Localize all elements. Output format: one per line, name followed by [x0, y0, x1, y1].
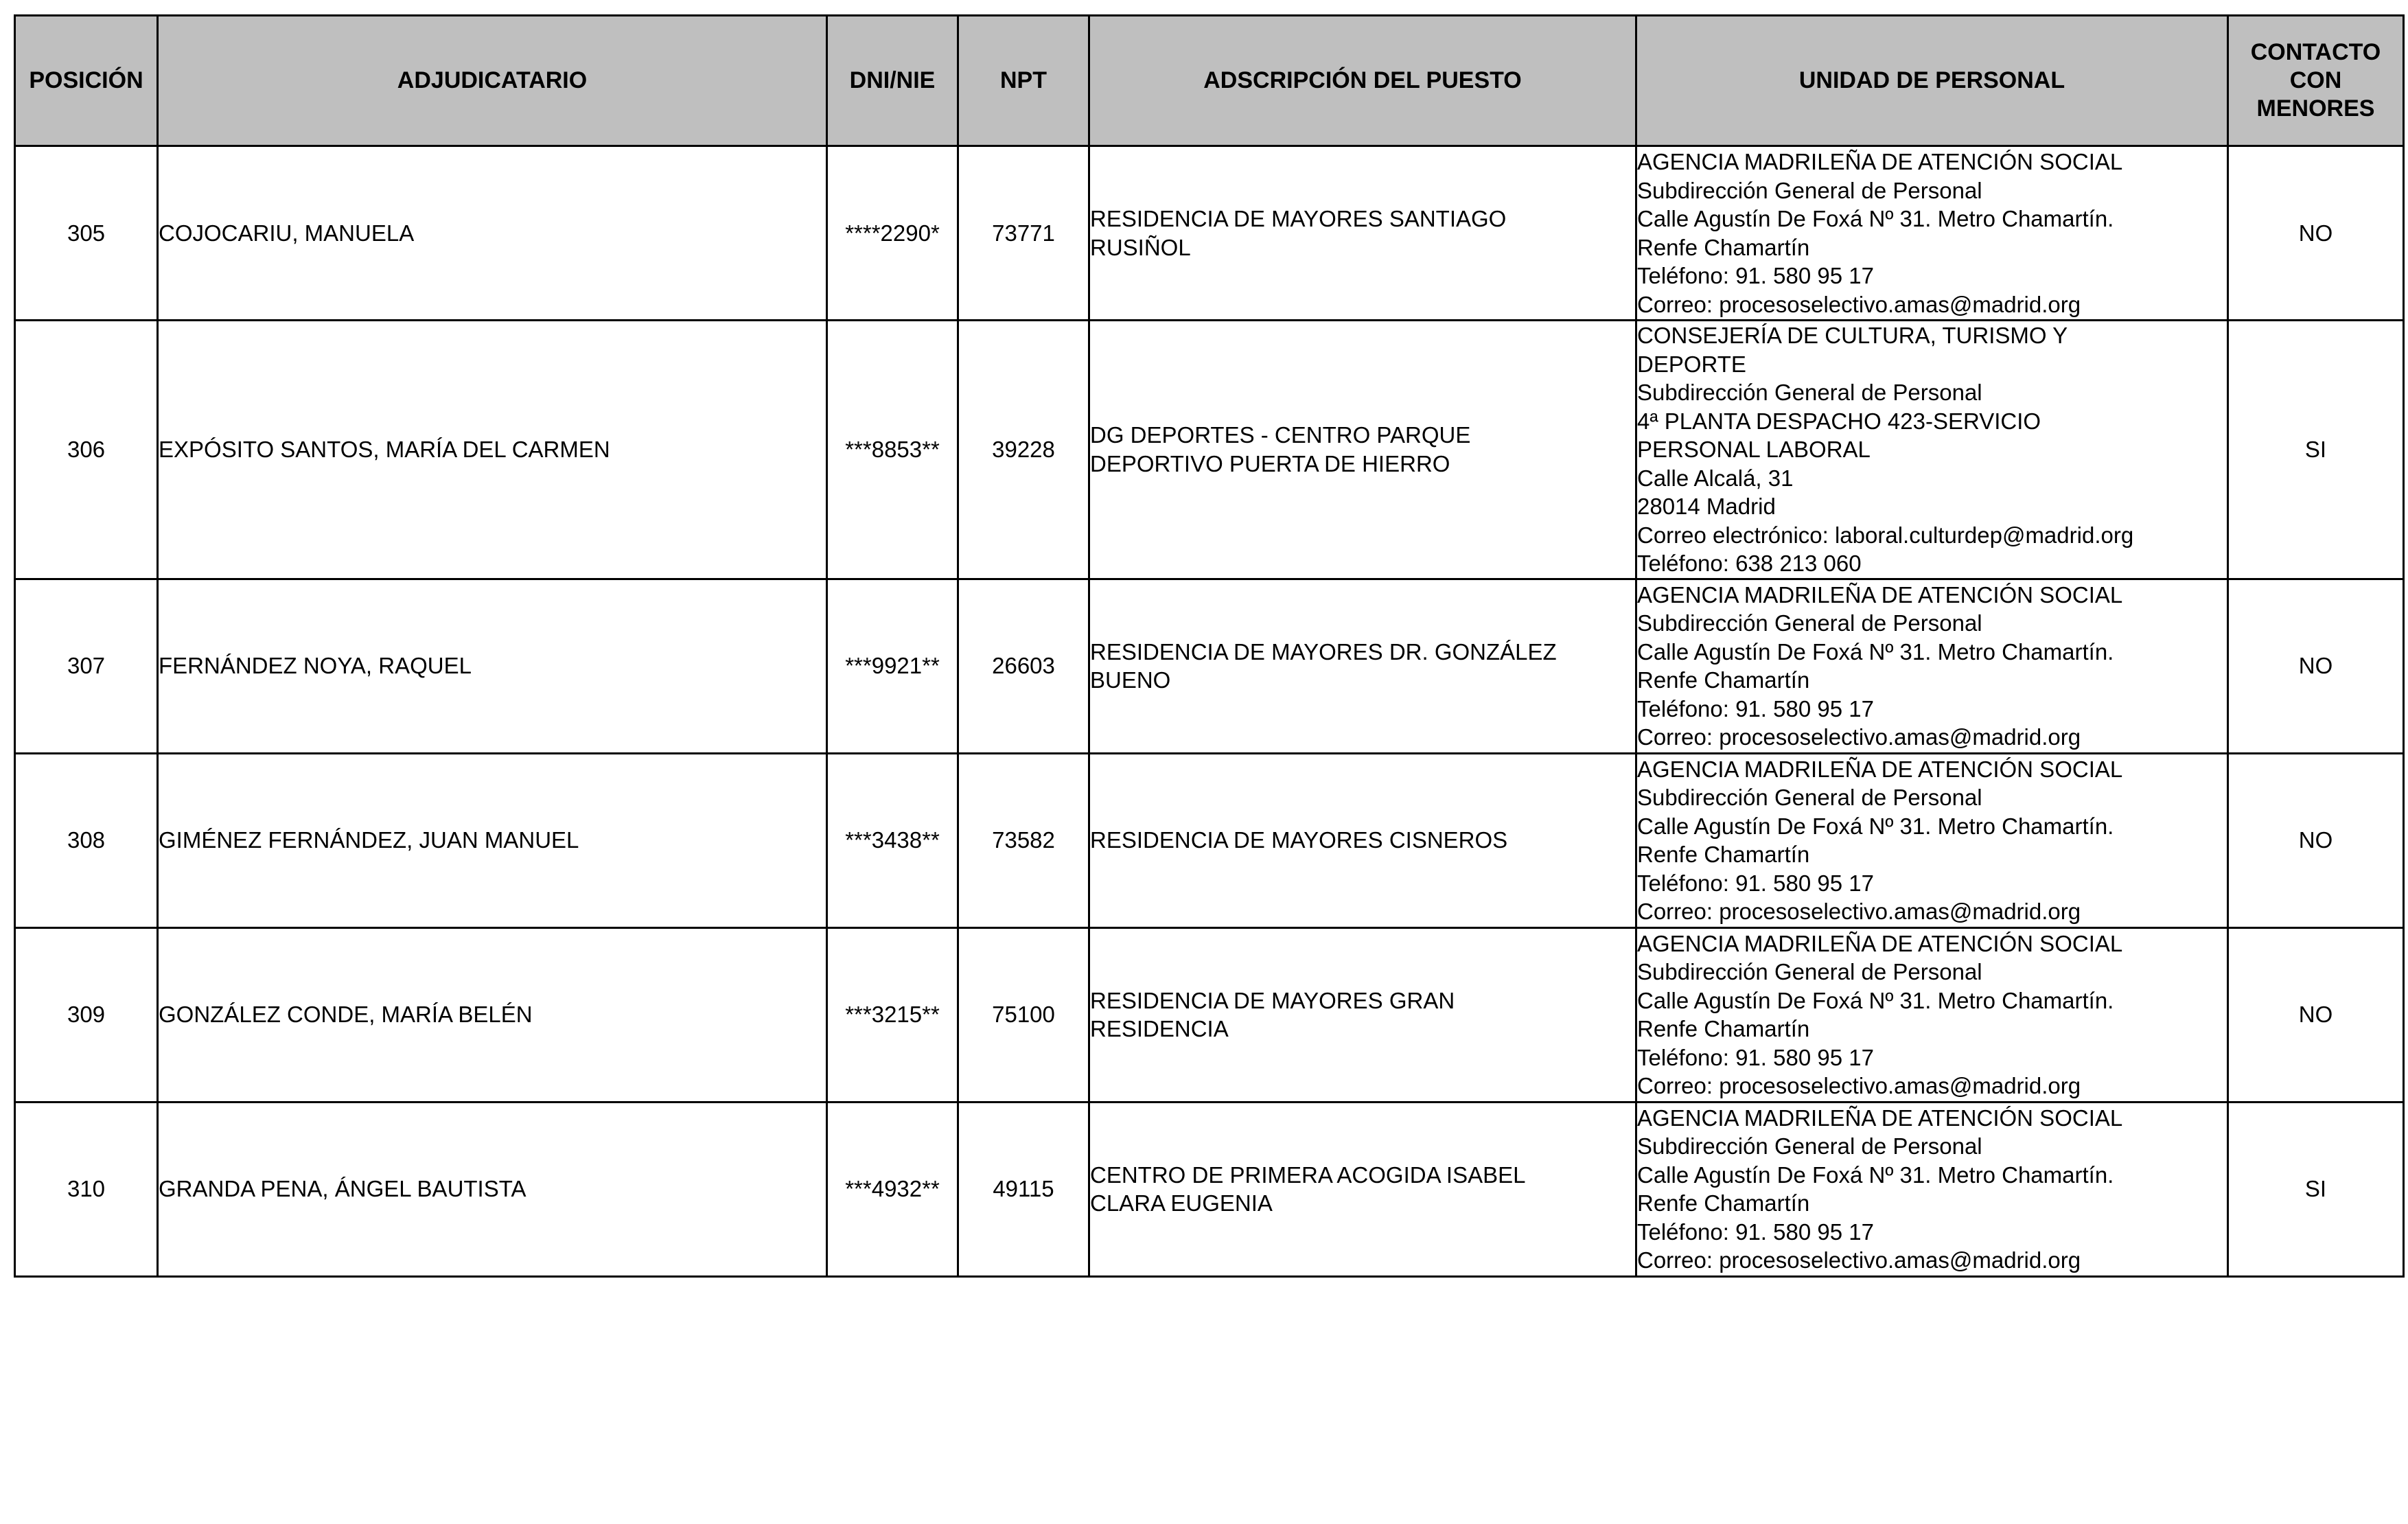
adjudication-table [14, 14, 2405, 1278]
cell-npt: 39228 [958, 321, 1089, 579]
table-row [15, 579, 2404, 753]
unidad-line: Calle Agustín De Foxá Nº 31. Metro Chamartín. [1637, 987, 2114, 1013]
header-contacto-line: MENORES [2256, 95, 2375, 122]
cell-adscripcion [1089, 753, 1636, 927]
cell-adscripcion [1089, 1102, 1636, 1276]
unidad-line: 28014 Madrid [1637, 494, 1776, 519]
adscripcion-line: BUENO [1090, 667, 1171, 693]
unidad-line: Subdirección General de Personal [1637, 610, 1982, 636]
cell-npt: 49115 [958, 1102, 1089, 1276]
cell-dni: ***8853** [827, 321, 958, 579]
unidad-line: Renfe Chamartín [1637, 842, 1810, 867]
cell-npt: 26603 [958, 579, 1089, 753]
cell-unidad [1636, 1102, 2228, 1276]
cell-adscripcion [1089, 927, 1636, 1102]
cell-adjudicatario: GRANDA PENA, ÁNGEL BAUTISTA [158, 1102, 827, 1276]
table-row [15, 927, 2404, 1102]
cell-contacto-menores: SI [2228, 321, 2404, 579]
unidad-line: Calle Agustín De Foxá Nº 31. Metro Chamartín. [1637, 813, 2114, 839]
cell-adjudicatario: GIMÉNEZ FERNÁNDEZ, JUAN MANUEL [158, 753, 827, 927]
cell-npt: 73771 [958, 146, 1089, 321]
header-npt: NPT [958, 16, 1089, 146]
cell-unidad [1636, 146, 2228, 321]
unidad-line: Subdirección General de Personal [1637, 177, 1982, 203]
header-adjudicatario: ADJUDICATARIO [158, 16, 827, 146]
cell-adjudicatario: EXPÓSITO SANTOS, MARÍA DEL CARMEN [158, 321, 827, 579]
cell-adjudicatario: GONZÁLEZ CONDE, MARÍA BELÉN [158, 927, 827, 1102]
cell-adscripcion [1089, 146, 1636, 321]
unidad-line: Subdirección General de Personal [1637, 959, 1982, 984]
unidad-line: Calle Agustín De Foxá Nº 31. Metro Chamartín. [1637, 638, 2114, 665]
unidad-line: Teléfono: 91. 580 95 17 [1637, 263, 1874, 288]
cell-unidad [1636, 321, 2228, 579]
unidad-line: Subdirección General de Personal [1637, 1133, 1982, 1159]
unidad-line: Renfe Chamartín [1637, 234, 1810, 260]
unidad-line: Renfe Chamartín [1637, 1016, 1810, 1041]
unidad-line: Subdirección General de Personal [1637, 380, 1982, 405]
adscripcion-line: RUSIÑOL [1090, 234, 1191, 260]
cell-posicion: 310 [15, 1102, 158, 1276]
unidad-line: PERSONAL LABORAL [1637, 437, 1871, 462]
unidad-line: Calle Agustín De Foxá Nº 31. Metro Chamartín. [1637, 1162, 2114, 1188]
unidad-line: CONSEJERÍA DE CULTURA, TURISMO Y [1637, 323, 2068, 348]
cell-dni: ****2290* [827, 146, 958, 321]
header-posicion: POSICIÓN [15, 16, 158, 146]
table-row [15, 753, 2404, 927]
unidad-line: Correo electrónico: laboral.culturdep@madrid.org [1637, 522, 2134, 548]
cell-adjudicatario: FERNÁNDEZ NOYA, RAQUEL [158, 579, 827, 753]
cell-unidad [1636, 753, 2228, 927]
unidad-line: Correo: procesoselectivo.amas@madrid.org [1637, 291, 2081, 317]
unidad-line: AGENCIA MADRILEÑA DE ATENCIÓN SOCIAL [1637, 930, 2123, 956]
unidad-line: DEPORTE [1637, 351, 1746, 377]
unidad-line: Renfe Chamartín [1637, 1190, 1810, 1216]
unidad-line: AGENCIA MADRILEÑA DE ATENCIÓN SOCIAL [1637, 149, 2123, 174]
cell-contacto-menores: SI [2228, 1102, 2404, 1276]
table-row [15, 1102, 2404, 1276]
unidad-line: Teléfono: 91. 580 95 17 [1637, 870, 1874, 896]
cell-posicion: 309 [15, 927, 158, 1102]
cell-npt: 73582 [958, 753, 1089, 927]
header-contacto-line: CONTACTO [2250, 39, 2381, 65]
adscripcion-line: RESIDENCIA DE MAYORES DR. GONZÁLEZ [1090, 638, 1557, 665]
cell-unidad [1636, 579, 2228, 753]
unidad-line: Correo: procesoselectivo.amas@madrid.org [1637, 899, 2081, 924]
unidad-line: AGENCIA MADRILEÑA DE ATENCIÓN SOCIAL [1637, 756, 2123, 782]
adscripcion-line: RESIDENCIA [1090, 1016, 1229, 1041]
cell-dni: ***3438** [827, 753, 958, 927]
unidad-line: 4ª PLANTA DESPACHO 423-SERVICIO [1637, 408, 2041, 434]
cell-npt: 75100 [958, 927, 1089, 1102]
cell-posicion: 306 [15, 321, 158, 579]
unidad-line: Correo: procesoselectivo.amas@madrid.org [1637, 1247, 2081, 1273]
cell-adscripcion [1089, 321, 1636, 579]
cell-contacto-menores: NO [2228, 579, 2404, 753]
cell-dni: ***4932** [827, 1102, 958, 1276]
unidad-line: Correo: procesoselectivo.amas@madrid.org [1637, 1073, 2081, 1098]
unidad-line: Teléfono: 91. 580 95 17 [1637, 1044, 1874, 1070]
table-row [15, 146, 2404, 321]
cell-contacto-menores: NO [2228, 927, 2404, 1102]
cell-posicion: 308 [15, 753, 158, 927]
cell-contacto-menores: NO [2228, 753, 2404, 927]
unidad-line: Teléfono: 91. 580 95 17 [1637, 695, 1874, 721]
table-row [15, 321, 2404, 579]
adscripcion-line: DEPORTIVO PUERTA DE HIERRO [1090, 450, 1450, 476]
header-contacto-menores [2228, 16, 2404, 146]
adscripcion-line: CLARA EUGENIA [1090, 1190, 1273, 1216]
header-dni: DNI/NIE [827, 16, 958, 146]
cell-adscripcion [1089, 579, 1636, 753]
cell-unidad [1636, 927, 2228, 1102]
unidad-line: AGENCIA MADRILEÑA DE ATENCIÓN SOCIAL [1637, 1105, 2123, 1131]
cell-posicion: 305 [15, 146, 158, 321]
unidad-line: Calle Alcalá, 31 [1637, 465, 1794, 491]
unidad-line: Subdirección General de Personal [1637, 785, 1982, 810]
table-header-row [15, 16, 2404, 146]
unidad-line: Teléfono: 638 213 060 [1637, 551, 1862, 576]
adscripcion-line: RESIDENCIA DE MAYORES SANTIAGO [1090, 206, 1507, 231]
unidad-line: Calle Agustín De Foxá Nº 31. Metro Chamartín. [1637, 206, 2114, 231]
cell-contacto-menores: NO [2228, 146, 2404, 321]
cell-dni: ***9921** [827, 579, 958, 753]
unidad-line: Renfe Chamartín [1637, 667, 1810, 693]
adscripcion-line: RESIDENCIA DE MAYORES GRAN [1090, 987, 1455, 1013]
unidad-line: AGENCIA MADRILEÑA DE ATENCIÓN SOCIAL [1637, 581, 2123, 608]
header-adscripcion: ADSCRIPCIÓN DEL PUESTO [1089, 16, 1636, 146]
adscripcion-line: DG DEPORTES - CENTRO PARQUE [1090, 422, 1471, 448]
cell-posicion: 307 [15, 579, 158, 753]
unidad-line: Teléfono: 91. 580 95 17 [1637, 1219, 1874, 1245]
cell-dni: ***3215** [827, 927, 958, 1102]
header-unidad: UNIDAD DE PERSONAL [1636, 16, 2228, 146]
adscripcion-line: RESIDENCIA DE MAYORES CISNEROS [1090, 827, 1508, 853]
unidad-line: Correo: procesoselectivo.amas@madrid.org [1637, 724, 2081, 750]
adscripcion-line: CENTRO DE PRIMERA ACOGIDA ISABEL [1090, 1162, 1526, 1188]
cell-adjudicatario: COJOCARIU, MANUELA [158, 146, 827, 321]
header-contacto-line: CON [2289, 67, 2342, 93]
